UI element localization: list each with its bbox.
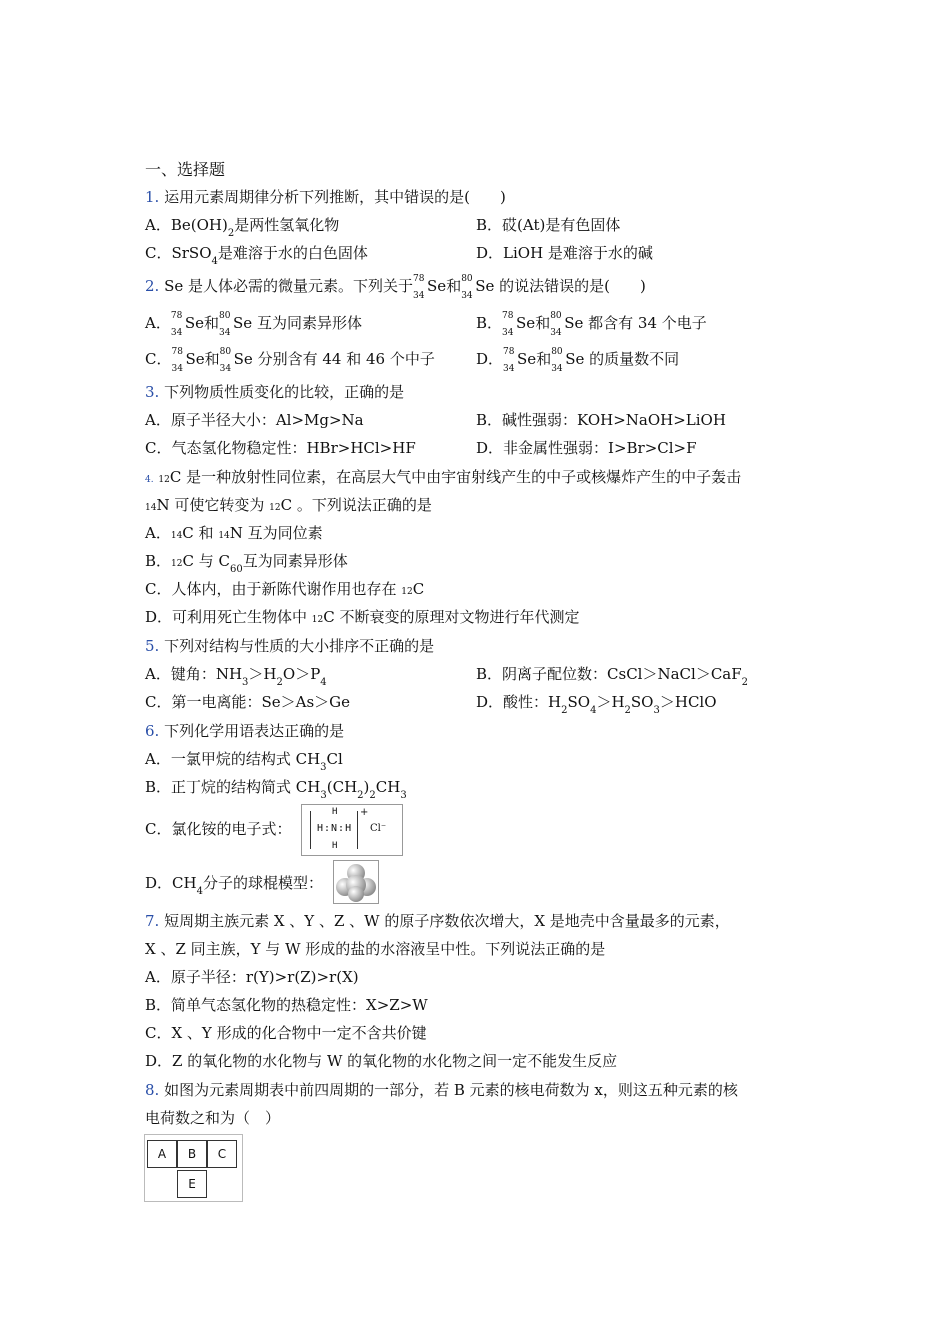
q1-option-b: B．砹(At)是有色固体	[476, 216, 621, 234]
table-cell-e: E	[177, 1170, 207, 1198]
q6-option-c: C．氯化铵的电子式：	[145, 820, 292, 838]
q2-option-b: B． 78 34 Se和 80 34 Se 都含有 34 个电子	[476, 311, 707, 338]
q7-stem-line2: X 、Z 同主族，Y 与 W 形成的盐的水溶液呈中性。下列说法正确的是	[145, 940, 606, 958]
q3-option-b: B．碱性强弱：KOH>NaOH>LiOH	[476, 411, 726, 429]
q4-option-b: B．12C 与 $C_{60}$互为同素异形体	[145, 552, 348, 575]
q7-option-d: D．Z 的氧化物的水化物与 W 的氧化物的水化物之间一定不能发生反应	[145, 1052, 618, 1070]
ammonium-chloride-electron-formula: H H:N:H H + Cl⁻	[301, 804, 403, 856]
section-title: 一、选择题	[145, 160, 226, 179]
ch4-ball-stick-model-image	[333, 860, 379, 904]
q5-option-b: B．阴离子配位数：CsCl＞NaCl＞CaF$_2$	[476, 665, 749, 688]
q5-option-d: D．酸性：$H_2SO_4>H_2SO_3>HClO$	[476, 693, 717, 716]
q2-option-a: A． 78 34 Se和 80 34 Se 互为同素异形体	[145, 311, 362, 338]
q7-stem-line1: 7. 短周期主族元素 X 、Y 、Z 、W 的原子序数依次增大，X 是地壳中含量最多的元素，	[145, 912, 730, 930]
q4-stem-line1: 4. 12C 是一种放射性同位素，在高层大气中由宇宙射线产生的中子或核爆炸产生的中子轰击	[145, 468, 742, 486]
q5-stem: 5. 下列对结构与性质的大小排序不正确的是	[145, 637, 435, 655]
q1-option-c: C．SrSO$_4$是难溶于水的白色固体	[145, 244, 368, 267]
q6-option-a: A．一氯甲烷的结构式 $CH_3Cl$	[145, 750, 343, 773]
table-cell-b: B	[177, 1140, 207, 1168]
q1-option-d: D．LiOH 是难溶于水的碱	[476, 244, 653, 262]
q4-stem-line2: 14N 可使它转变为 12C 。下列说法正确的是	[145, 496, 432, 514]
q4-option-a: A．14C 和 14N 互为同位素	[145, 524, 323, 542]
q5-option-a: A．键角：$NH_3>H_2O>P_4$	[145, 665, 327, 688]
q2-stem: 2. Se 是人体必需的微量元素。下列关于 78 34 Se和 80 34 Se 的说法错误的是( )	[145, 274, 646, 301]
table-cell-a: A	[147, 1140, 177, 1168]
q1-stem: 1. 运用元素周期律分析下列推断，其中错误的是( )	[145, 188, 506, 206]
q2-option-c: C． 78 34 Se和 80 34 Se 分别含有 44 和 46 个中子	[145, 347, 435, 374]
q8-stem-line2: 电荷数之和为（ ）	[145, 1109, 281, 1127]
periodic-table-fragment	[144, 1134, 243, 1202]
q1-option-a: A．$Be(OH)_2$是两性氢氧化物	[145, 216, 340, 239]
q4-option-d: D．可利用死亡生物体中 12C 不断衰变的原理对文物进行年代测定	[145, 608, 580, 626]
q3-option-a: A．原子半径大小：Al>Mg>Na	[145, 411, 364, 429]
q7-option-c: C．X 、Y 形成的化合物中一定不含共价键	[145, 1024, 427, 1042]
q6-stem: 6. 下列化学用语表达正确的是	[145, 722, 345, 740]
q6-option-b: B．正丁烷的结构简式 $CH_3(CH_2)_2CH_3$	[145, 778, 407, 801]
q3-stem: 3. 下列物质性质变化的比较，正确的是	[145, 383, 405, 401]
q3-option-c: C．气态氢化物稳定性：HBr>HCl>HF	[145, 439, 416, 457]
q5-option-c: C．第一电离能：Se＞As＞Ge	[145, 693, 351, 711]
q2-option-d: D． 78 34 Se和 80 34 Se 的质量数不同	[476, 347, 680, 374]
q6-option-d: D．$CH_4$分子的球棍模型：	[145, 874, 323, 897]
q4-option-c: C．人体内，由于新陈代谢作用也存在 12C	[145, 580, 425, 598]
q3-option-d: D．非金属性强弱：I>Br>Cl>F	[476, 439, 697, 457]
q8-stem-line1: 8. 如图为元素周期表中前四周期的一部分，若 B 元素的核电荷数为 x，则这五种元素的核	[145, 1081, 738, 1099]
table-cell-c: C	[207, 1140, 237, 1168]
q7-option-a: A．原子半径：r(Y)>r(Z)>r(X)	[145, 968, 359, 986]
q7-option-b: B．简单气态氢化物的热稳定性：X>Z>W	[145, 996, 428, 1014]
